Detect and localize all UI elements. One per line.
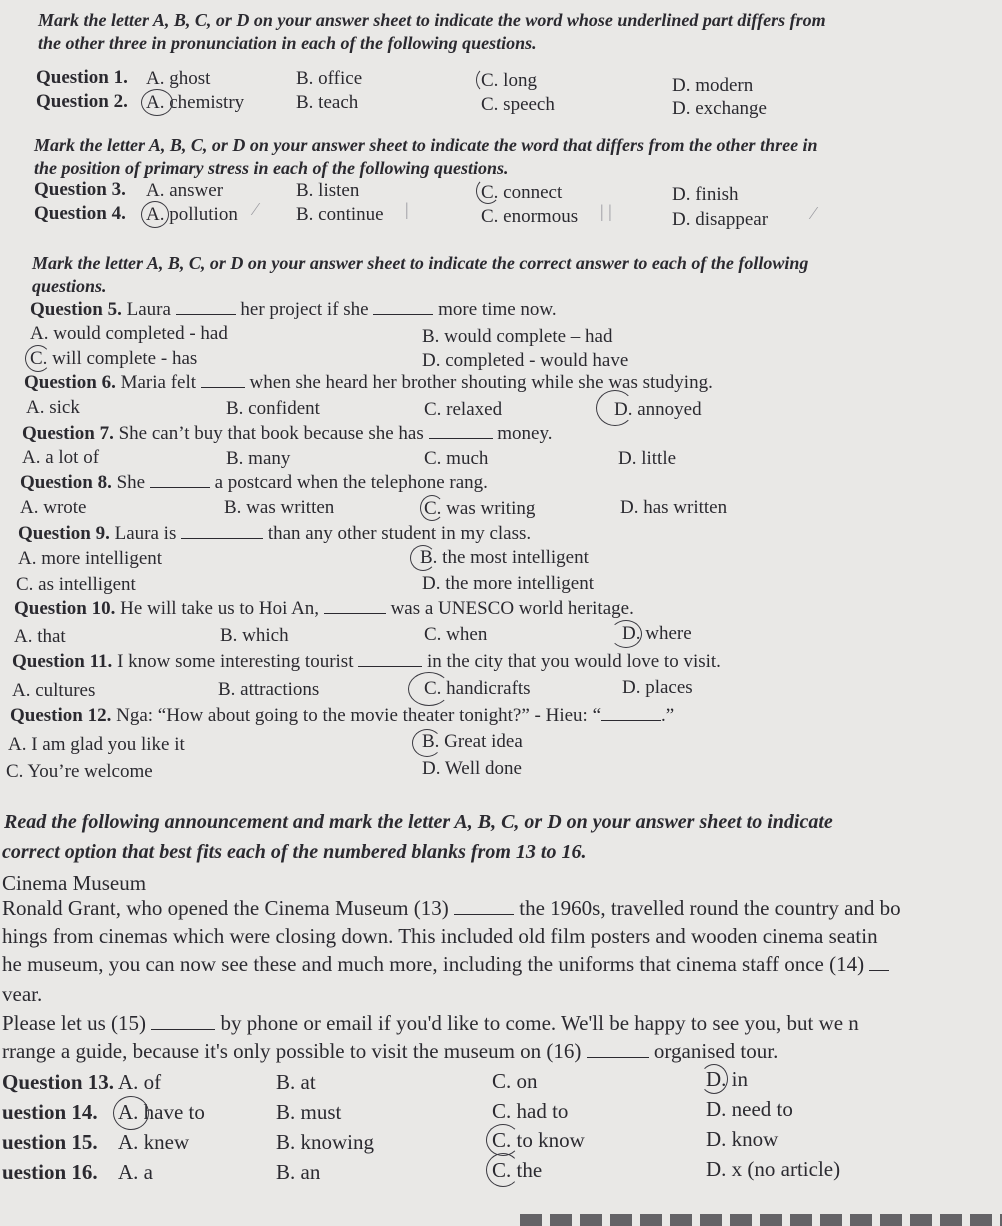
answer-circle xyxy=(410,545,436,571)
q2-option-a[interactable]: A. chemistry xyxy=(146,92,245,113)
q12-stem-part2: .” xyxy=(661,705,675,726)
q16-option-c[interactable]: C. the xyxy=(492,1158,543,1182)
q12-stem-part1: Nga: “How about going to the movie theater tonight?” - Hieu: “ xyxy=(116,705,601,726)
q6-option-b[interactable]: B. confident xyxy=(226,398,320,419)
q7-stem-part2: money. xyxy=(497,423,553,444)
q14-label: uestion 14. xyxy=(2,1100,98,1124)
q7-blank[interactable] xyxy=(429,437,493,439)
q6-option-d[interactable]: D. annoyed xyxy=(614,399,702,420)
q5-option-d[interactable]: D. completed - would have xyxy=(422,350,629,371)
q9-stem-part1: Laura is xyxy=(114,523,177,544)
answer-circle xyxy=(610,620,642,648)
q16-label: uestion 16. xyxy=(2,1160,98,1184)
answer-circle xyxy=(141,201,169,228)
q13-option-d[interactable]: D. in xyxy=(706,1067,748,1091)
q7-option-c[interactable]: C. much xyxy=(424,448,489,469)
q11-option-c[interactable]: C. handicrafts xyxy=(424,678,531,699)
instruction-correct-line1: Mark the letter A, B, C, or D on your answer sheet to indicate the correct answer to each of the following xyxy=(32,253,809,273)
q9-stem xyxy=(18,523,531,545)
blank-14[interactable] xyxy=(869,969,889,971)
q6-stem-part1: Maria felt xyxy=(120,372,197,393)
q5-stem xyxy=(30,299,557,321)
q9-label: Question 9. xyxy=(18,523,110,544)
q10-option-b[interactable]: B. which xyxy=(220,625,289,646)
q2-option-c[interactable]: C. speech xyxy=(481,94,555,115)
answer-circle xyxy=(25,345,51,372)
answer-circle xyxy=(476,67,500,93)
q13-option-c[interactable]: C. on xyxy=(492,1069,538,1093)
q11-option-d[interactable]: D. places xyxy=(622,677,693,698)
q9-blank[interactable] xyxy=(181,537,263,539)
passage-line4: vear. xyxy=(2,982,43,1006)
passage-line1 xyxy=(2,896,901,921)
q15-option-d[interactable]: D. know xyxy=(706,1127,779,1151)
q16-option-a[interactable]: A. a xyxy=(118,1160,153,1184)
q10-blank[interactable] xyxy=(324,612,386,614)
q4-label: Question 4. xyxy=(34,203,126,224)
q11-stem-part1: I know some interesting tourist xyxy=(117,651,354,672)
passage-line6-part2: organised tour. xyxy=(653,1039,779,1063)
passage-line5-part2: by phone or email if you'd like to come. We'll be happy to see you, but we n xyxy=(220,1011,859,1035)
pencil-stress-mark: ⁄ xyxy=(812,203,816,223)
q12-blank[interactable] xyxy=(601,719,661,721)
answer-circle xyxy=(412,729,442,757)
q12-label: Question 12. xyxy=(10,705,112,726)
q6-option-a[interactable]: A. sick xyxy=(26,397,80,418)
q12-option-a[interactable]: A. I am glad you like it xyxy=(8,734,185,755)
answer-circle xyxy=(486,1153,520,1187)
q7-stem-part1: She can’t buy that book because she has xyxy=(118,423,424,444)
q9-option-d[interactable]: D. the more intelligent xyxy=(422,573,595,594)
q8-stem xyxy=(20,472,488,494)
q5-label: Question 5. xyxy=(30,299,122,320)
answer-circle xyxy=(476,178,500,204)
passage-line3 xyxy=(2,952,889,977)
q6-blank[interactable] xyxy=(201,386,245,388)
instruction-stress-line1: Mark the letter A, B, C, or D on your answer sheet to indicate the word that differs from the other three in xyxy=(34,135,818,155)
instruction-reading-line2: correct option that best fits each of the numbered blanks from 13 to 16. xyxy=(2,841,587,863)
q5-option-a[interactable]: A. would completed - had xyxy=(30,323,228,344)
q10-option-d[interactable]: D. where xyxy=(622,623,692,644)
q8-option-d[interactable]: D. has written xyxy=(620,497,728,518)
q3-option-d[interactable]: D. finish xyxy=(672,184,739,205)
q11-stem-part2: in the city that you would love to visit. xyxy=(426,651,721,672)
q5-stem-part2: her project if she xyxy=(240,299,369,320)
q3-label: Question 3. xyxy=(34,179,126,200)
q16-option-d[interactable]: D. x (no article) xyxy=(706,1157,841,1181)
q5-option-c[interactable]: C. will complete - has xyxy=(30,348,198,369)
q12-stem xyxy=(10,705,674,727)
q5-option-b[interactable]: B. would complete – had xyxy=(422,326,613,347)
blank-16[interactable] xyxy=(587,1056,649,1058)
passage-line5-part1: Please let us (15) xyxy=(2,1011,147,1035)
q1-option-a[interactable]: A. ghost xyxy=(146,68,211,89)
q10-stem xyxy=(14,598,634,620)
q7-stem xyxy=(22,423,553,445)
q12-option-d[interactable]: D. Well done xyxy=(422,758,522,779)
answer-circle xyxy=(141,89,173,116)
answer-circle xyxy=(420,495,444,521)
q3-option-a[interactable]: A. answer xyxy=(146,180,224,201)
q9-option-c[interactable]: C. as intelligent xyxy=(16,574,136,595)
q11-option-b[interactable]: B. attractions xyxy=(218,679,320,700)
q10-stem-part1: He will take us to Hoi An, xyxy=(120,598,320,619)
q5-stem-part1: Laura xyxy=(126,299,171,320)
instruction-pronunciation-line2: the other three in pronunciation in each of the following questions. xyxy=(38,33,537,53)
q7-option-a[interactable]: A. a lot of xyxy=(22,447,100,468)
q15-option-a[interactable]: A. knew xyxy=(118,1130,190,1154)
q1-label: Question 1. xyxy=(36,67,128,88)
q5-blank1[interactable] xyxy=(176,313,236,315)
page-bottom-edge-text xyxy=(520,1214,1002,1226)
q8-option-b[interactable]: B. was written xyxy=(224,497,335,518)
q13-option-a[interactable]: A. of xyxy=(118,1070,162,1094)
q6-stem-part2: when she heard her brother shouting while she was studying. xyxy=(249,372,713,393)
q8-option-c[interactable]: C. was writing xyxy=(424,498,536,519)
q14-option-c[interactable]: C. had to xyxy=(492,1099,569,1123)
q8-stem-part1: She xyxy=(116,472,146,493)
q10-label: Question 10. xyxy=(14,598,116,619)
q7-option-d[interactable]: D. little xyxy=(618,448,677,469)
q5-stem-part3: more time now. xyxy=(438,299,557,320)
q11-blank[interactable] xyxy=(358,665,422,667)
q13-option-b[interactable]: B. at xyxy=(276,1070,316,1094)
passage-title: Cinema Museum xyxy=(2,871,147,895)
pencil-stress-mark: ⁄ xyxy=(254,199,258,219)
q6-label: Question 6. xyxy=(24,372,116,393)
q11-option-a[interactable]: A. cultures xyxy=(12,680,96,701)
q9-stem-part2: than any other student in my class. xyxy=(267,523,532,544)
q8-blank[interactable] xyxy=(150,486,210,488)
q2-option-b[interactable]: B. teach xyxy=(296,92,359,113)
q8-option-a[interactable]: A. wrote xyxy=(20,497,87,518)
blank-15[interactable] xyxy=(151,1028,215,1030)
q11-label: Question 11. xyxy=(12,651,113,672)
q1-option-c[interactable]: C. long xyxy=(481,70,537,91)
q12-option-c[interactable]: C. You’re welcome xyxy=(6,761,153,782)
answer-circle xyxy=(486,1124,520,1156)
q12-option-b[interactable]: B. Great idea xyxy=(422,731,523,752)
q4-option-d[interactable]: D. disappear xyxy=(672,209,769,230)
passage-line2: hings from cinemas which were closing down. This included old film posters and wooden cinema seatin xyxy=(2,924,878,948)
q11-stem xyxy=(12,651,721,673)
instruction-correct-line2: questions. xyxy=(32,276,107,296)
answer-circle xyxy=(408,672,450,706)
q14-option-b[interactable]: B. must xyxy=(276,1100,342,1124)
q15-label: uestion 15. xyxy=(2,1130,98,1154)
q1-option-d[interactable]: D. modern xyxy=(672,75,754,96)
passage-line1-part1: Ronald Grant, who opened the Cinema Museum (13) xyxy=(2,896,449,920)
passage-line6 xyxy=(2,1039,778,1064)
passage-line6-part1: rrange a guide, because it's only possible to visit the museum on (16) xyxy=(2,1039,582,1063)
q3-option-c[interactable]: C. connect xyxy=(481,182,563,203)
passage-line5 xyxy=(2,1011,859,1036)
q10-option-a[interactable]: A. that xyxy=(14,626,66,647)
q8-stem-part2: a postcard when the telephone rang. xyxy=(214,472,488,493)
q15-option-c[interactable]: C. to know xyxy=(492,1128,585,1152)
q7-label: Question 7. xyxy=(22,423,114,444)
q3-option-b[interactable]: B. listen xyxy=(296,180,360,201)
instruction-reading-line1: Read the following announcement and mark the letter A, B, C, or D on your answer sheet to indicate xyxy=(4,811,833,833)
q16-option-b[interactable]: B. an xyxy=(276,1160,321,1184)
q5-blank2[interactable] xyxy=(373,313,433,315)
q4-option-a[interactable]: A. pollution xyxy=(146,204,238,225)
q9-option-a[interactable]: A. more intelligent xyxy=(18,548,163,569)
passage-line1-part2: the 1960s, travelled round the country and bo xyxy=(519,896,901,920)
q14-option-d[interactable]: D. need to xyxy=(706,1097,793,1121)
q15-option-b[interactable]: B. knowing xyxy=(276,1130,375,1154)
q10-stem-part2: was a UNESCO world heritage. xyxy=(390,598,634,619)
q2-label: Question 2. xyxy=(36,91,128,112)
q10-option-c[interactable]: C. when xyxy=(424,624,488,645)
q7-option-b[interactable]: B. many xyxy=(226,448,291,469)
answer-circle xyxy=(596,390,634,426)
answer-circle xyxy=(700,1064,728,1094)
answer-circle xyxy=(113,1096,149,1130)
pencil-stress-mark: | xyxy=(405,199,409,219)
q1-option-b[interactable]: B. office xyxy=(296,68,363,89)
q13-label: Question 13. xyxy=(2,1070,115,1094)
q4-option-c[interactable]: C. enormous xyxy=(481,206,579,227)
q6-option-c[interactable]: C. relaxed xyxy=(424,399,503,420)
instruction-pronunciation-line1: Mark the letter A, B, C, or D on your answer sheet to indicate the word whose underlined part differs from xyxy=(38,10,826,30)
passage-line3-text: he museum, you can now see these and much more, including the uniforms that cinema staff once (14) xyxy=(2,952,865,976)
pencil-stress-mark: | | xyxy=(600,201,612,221)
q9-option-b[interactable]: B. the most intelligent xyxy=(420,547,589,568)
q4-option-b[interactable]: B. continue xyxy=(296,204,384,225)
q2-option-d[interactable]: D. exchange xyxy=(672,98,767,119)
instruction-stress-line2: the position of primary stress in each of the following questions. xyxy=(34,158,509,178)
q14-option-a[interactable]: A. have to xyxy=(118,1100,205,1124)
q8-label: Question 8. xyxy=(20,472,112,493)
blank-13[interactable] xyxy=(454,913,514,915)
